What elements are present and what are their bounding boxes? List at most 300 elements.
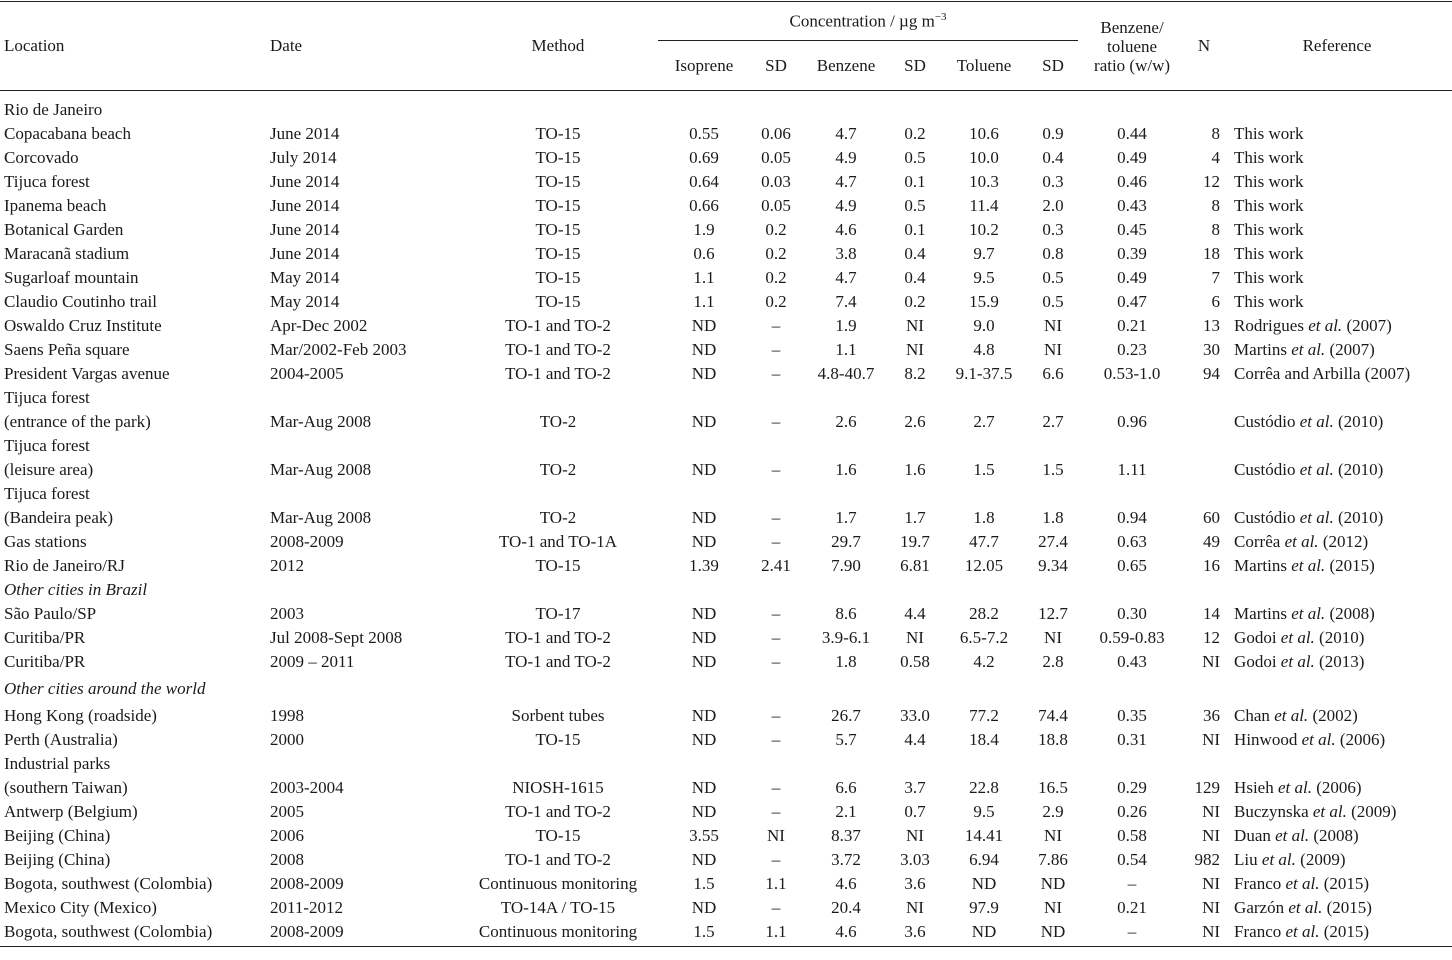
cell-benzene: 2.1 [835,802,857,821]
section-row [0,674,1452,704]
cell-ratio: 1.11 [1117,460,1147,479]
cell-location: (entrance of the park) [4,412,151,431]
table-row [0,242,1452,266]
section-title: Other cities around the world [4,679,206,698]
cell-toluene: 47.7 [969,532,999,551]
cell-reference [1222,602,1452,626]
cell-sd-toluene: 0.5 [1042,292,1064,311]
reference-authors: Hsieh [1234,778,1278,797]
cell-date: 2004-2005 [270,364,344,383]
cell-sd-isoprene: 0.06 [761,124,791,143]
cell-sd-toluene: 6.6 [1042,364,1064,383]
cell-sd-isoprene: – [771,802,781,821]
table-row [0,848,1452,872]
cell-benzene: 1.8 [835,652,857,671]
table-row [0,824,1452,848]
cell-sd-isoprene: – [771,706,781,725]
cell-sd-isoprene: 2.41 [761,556,791,575]
header-concentration [658,2,1078,41]
table-header [0,2,1452,91]
table-row [0,146,1452,170]
cell-sd-benzene: NI [906,628,924,647]
cell-date: May 2014 [270,292,340,311]
cell-isoprene: ND [691,604,717,623]
cell-toluene: 9.0 [973,316,995,335]
reference-year: (2012) [1318,532,1369,551]
reference-authors: This work [1234,148,1304,167]
cell-reference [1222,338,1452,362]
section-title: Other cities in Brazil [4,580,148,599]
cell-sd-toluene: NI [1044,826,1062,845]
cell-sd-isoprene: – [771,850,781,869]
cell-date: Jul 2008-Sept 2008 [270,628,403,647]
cell-isoprene: ND [691,706,717,725]
cell-isoprene: ND [691,364,717,383]
cell-reference [1222,410,1452,434]
cell-benzene: 3.72 [831,850,861,869]
reference-year: (2007) [1325,340,1375,359]
cell-date: May 2014 [270,268,340,287]
cell-sd-toluene: 7.86 [1038,850,1068,869]
cell-sd-isoprene: 0.2 [765,268,787,287]
cell-sd-isoprene: 0.05 [761,196,791,215]
cell-ratio: 0.43 [1117,196,1147,215]
cell-method: TO-15 [535,292,581,311]
cell-method: TO-2 [539,412,577,431]
table-row [0,506,1452,530]
cell-reference [1222,650,1452,674]
cell-isoprene: 1.9 [693,220,715,239]
cell-location: Saens Peña square [4,340,130,359]
cell-sd-isoprene: 0.03 [761,172,791,191]
cell-method: Continuous monitoring [478,922,638,941]
cell-ratio: 0.65 [1117,556,1147,575]
cell-toluene: 10.6 [969,124,999,143]
header-method: Method [458,2,658,91]
reference-year: (2010) [1333,412,1384,431]
reference-etal: et al. [1288,898,1323,917]
cell-method: TO-15 [535,220,581,239]
reference-etal: et al. [1301,730,1336,749]
table-row [0,872,1452,896]
reference-etal: et al. [1275,826,1310,845]
cell-benzene: 4.7 [835,268,857,287]
cell-date: 2008-2009 [270,874,344,893]
cell-benzene: 1.9 [835,316,857,335]
cell-n: NI [1202,898,1221,917]
reference-etal: et al. [1299,460,1334,479]
cell-isoprene: ND [691,850,717,869]
cell-isoprene: ND [691,340,717,359]
cell-sd-benzene: NI [906,340,924,359]
cell-method: TO-15 [535,148,581,167]
cell-toluene: 12.05 [964,556,1004,575]
cell-sd-benzene: 3.03 [900,850,930,869]
cell-n: NI [1202,730,1221,749]
cell-sd-toluene: 18.8 [1038,730,1068,749]
cell-toluene: 1.5 [973,460,995,479]
cell-ratio: 0.49 [1117,268,1147,287]
cell-method: TO-14A / TO-15 [500,898,616,917]
reference-year: (2008) [1309,826,1359,845]
cell-sd-benzene: 0.2 [904,292,926,311]
table-row [0,362,1452,386]
reference-year: (2006) [1311,778,1362,797]
reference-authors: Chan [1234,706,1275,725]
table-row [0,314,1452,338]
cell-sd-benzene: 19.7 [900,532,930,551]
cell-isoprene: 1.5 [693,874,715,893]
cell-n [1186,410,1222,434]
cell-ratio: 0.21 [1117,898,1147,917]
cell-location: Tijuca forest [4,484,90,503]
cell-location: Beijing (China) [4,826,111,845]
cell-n: 14 [1203,604,1221,623]
cell-reference [1222,848,1452,872]
cell-sd-isoprene: – [771,364,781,383]
header-ratio-line3: ratio (w/w) [1094,55,1171,75]
cell-sd-benzene: 3.7 [904,778,926,797]
cell-ratio: 0.30 [1117,604,1147,623]
cell-n: 60 [1203,508,1221,527]
cell-date: June 2014 [270,220,340,239]
table-row [0,122,1452,146]
reference-authors: Liu [1234,850,1262,869]
cell-benzene: 8.6 [835,604,857,623]
cell-date: June 2014 [270,196,340,215]
table-row [0,530,1452,554]
cell-reference [1222,824,1452,848]
cell-benzene: 7.4 [835,292,857,311]
reference-etal: et al. [1285,874,1320,893]
cell-toluene: 97.9 [969,898,999,917]
cell-location: (leisure area) [4,460,94,479]
cell-benzene: 3.9-6.1 [821,628,871,647]
cell-reference [1222,170,1452,194]
cell-sd-toluene: 0.3 [1042,220,1064,239]
table-row-label [0,386,1452,410]
cell-location: President Vargas avenue [4,364,170,383]
cell-isoprene: 1.39 [689,556,719,575]
reference-authors: This work [1234,220,1304,239]
cell-date: June 2014 [270,172,340,191]
cell-benzene: 1.7 [835,508,857,527]
reference-authors: Custódio [1234,460,1300,479]
cell-n: 18 [1203,244,1221,263]
cell-method: TO-1 and TO-2 [505,340,611,359]
cell-n: NI [1202,802,1221,821]
reference-year: (2015) [1319,874,1370,893]
cell-isoprene: ND [691,802,717,821]
cell-reference [1222,458,1452,482]
cell-date: June 2014 [270,124,340,143]
cell-sd-toluene: NI [1044,340,1062,359]
cell-date: 2011-2012 [270,898,344,917]
reference-authors: Hinwood [1234,730,1302,749]
table-row [0,170,1452,194]
cell-benzene: 5.7 [835,730,857,749]
cell-reference [1222,362,1452,386]
header-sd-isoprene: SD [750,41,802,91]
cell-date: Mar-Aug 2008 [270,460,372,479]
cell-n: 13 [1203,316,1221,335]
cell-benzene: 1.1 [835,340,857,359]
cell-sd-benzene: 0.1 [904,172,926,191]
reference-authors: Franco [1234,922,1286,941]
cell-sd-isoprene: – [771,604,781,623]
cell-sd-toluene: 27.4 [1038,532,1068,551]
table-row [0,704,1452,728]
cell-date: 2003-2004 [270,778,344,797]
cell-benzene: 4.6 [835,922,857,941]
cell-sd-benzene: 0.4 [904,244,926,263]
cell-date: 1998 [270,706,304,725]
cell-sd-isoprene: – [771,532,781,551]
cell-n: 4 [1211,148,1221,167]
cell-reference [1222,554,1452,578]
cell-sd-toluene: NI [1044,898,1062,917]
cell-reference [1222,626,1452,650]
cell-toluene: 1.8 [973,508,995,527]
cell-sd-toluene: 12.7 [1038,604,1068,623]
cell-date: July 2014 [270,148,337,167]
cell-reference [1222,872,1452,896]
cell-location: Maracanã stadium [4,244,130,263]
cell-toluene: 6.5-7.2 [959,628,1009,647]
cell-n: 12 [1203,628,1221,647]
cell-toluene: 11.4 [969,196,999,215]
cell-sd-isoprene: – [771,460,781,479]
section-title: Rio de Janeiro [4,100,103,119]
reference-year: (2009) [1295,850,1346,869]
cell-benzene: 2.6 [835,412,857,431]
section-row [0,578,1452,602]
cell-sd-toluene: 0.4 [1042,148,1064,167]
cell-date: 2003 [270,604,304,623]
cell-toluene: 9.5 [973,268,995,287]
cell-reference [1222,194,1452,218]
reference-year: (2010) [1314,628,1365,647]
cell-ratio: 0.58 [1117,826,1147,845]
cell-date: June 2014 [270,244,340,263]
cell-location: Tijuca forest [4,388,90,407]
cell-benzene: 29.7 [831,532,861,551]
header-sd-benzene: SD [890,41,940,91]
header-ratio-line2: toluene [1107,36,1158,56]
cell-date: 2005 [270,802,304,821]
cell-method: TO-15 [535,172,581,191]
cell-benzene: 4.7 [835,124,857,143]
cell-sd-benzene: 0.58 [900,652,930,671]
cell-benzene: 3.8 [835,244,857,263]
header-ratio-line1: Benzene/ [1100,17,1164,37]
cell-sd-toluene: 74.4 [1038,706,1068,725]
cell-toluene: 6.94 [969,850,999,869]
cell-sd-isoprene: NI [767,826,785,845]
cell-toluene: ND [971,922,997,941]
cell-toluene: 18.4 [969,730,999,749]
cell-n: 8 [1211,196,1221,215]
cell-isoprene: ND [691,778,717,797]
cell-toluene: 9.1-37.5 [955,364,1013,383]
cell-sd-toluene: ND [1040,922,1066,941]
reference-authors: Custódio [1234,412,1300,431]
header-ratio [1078,2,1186,91]
reference-year: (2010) [1333,460,1384,479]
table-row [0,776,1452,800]
reference-year: (2010) [1333,508,1384,527]
cell-location: Tijuca forest [4,172,90,191]
cell-ratio: 0.21 [1117,316,1147,335]
cell-sd-toluene: 1.5 [1042,460,1064,479]
reference-year: (2015) [1322,898,1372,917]
table-row [0,266,1452,290]
cell-sd-isoprene: 0.05 [761,148,791,167]
cell-location: São Paulo/SP [4,604,97,623]
cell-n: 6 [1211,292,1221,311]
cell-method: TO-1 and TO-1A [498,532,618,551]
cell-method: TO-15 [535,730,581,749]
cell-reference [1222,242,1452,266]
cell-sd-isoprene: – [771,340,781,359]
reference-authors: This work [1234,268,1304,287]
cell-ratio: 0.47 [1117,292,1147,311]
cell-isoprene: ND [691,532,717,551]
cell-sd-isoprene: 1.1 [765,922,787,941]
cell-sd-toluene: 0.9 [1042,124,1064,143]
cell-sd-benzene: 33.0 [900,706,930,725]
cell-sd-benzene: NI [906,316,924,335]
reference-etal: et al. [1312,802,1347,821]
cell-n: 129 [1194,778,1221,797]
cell-ratio: – [1127,922,1137,941]
cell-isoprene: 0.55 [689,124,719,143]
cell-date: 2008 [270,850,304,869]
cell-location: Copacabana beach [4,124,131,143]
cell-n: NI [1202,652,1221,671]
cell-reference [1222,146,1452,170]
cell-n: NI [1202,826,1221,845]
cell-location: Sugarloaf mountain [4,268,139,287]
cell-location: Beijing (China) [4,850,111,869]
cell-toluene: 14.41 [964,826,1004,845]
cell-reference [1222,776,1452,800]
reference-etal: et al. [1291,604,1326,623]
reference-authors: Martins [1234,340,1292,359]
cell-sd-benzene: 4.4 [904,730,926,749]
cell-location: Perth (Australia) [4,730,118,749]
cell-ratio: 0.49 [1117,148,1147,167]
cell-sd-benzene: 0.4 [904,268,926,287]
cell-ratio: 0.45 [1117,220,1147,239]
cell-reference [1222,506,1452,530]
cell-sd-benzene: NI [906,898,924,917]
cell-benzene: 4.9 [835,148,857,167]
header-toluene: Toluene [940,41,1028,91]
reference-etal: et al. [1308,316,1343,335]
cell-reference [1222,314,1452,338]
reference-year: (2002) [1308,706,1358,725]
cell-benzene: 4.7 [835,172,857,191]
cell-location: Curitiba/PR [4,652,86,671]
cell-sd-isoprene: 1.1 [765,874,787,893]
cell-sd-benzene: 4.4 [904,604,926,623]
reference-authors: Godoi [1234,628,1281,647]
reference-authors: This work [1234,172,1304,191]
cell-isoprene: ND [691,460,717,479]
table-row [0,602,1452,626]
cell-isoprene: 0.66 [689,196,719,215]
reference-year: (2013) [1314,652,1365,671]
reference-authors: Martins [1234,604,1292,623]
reference-authors: This work [1234,244,1304,263]
cell-method: TO-1 and TO-2 [505,316,611,335]
cell-n: NI [1202,922,1221,941]
cell-benzene: 8.37 [831,826,861,845]
cell-sd-benzene: 3.6 [904,874,926,893]
cell-location: Industrial parks [4,754,111,773]
cell-sd-benzene: 0.2 [904,124,926,143]
cell-n: 8 [1211,220,1221,239]
cell-isoprene: 1.5 [693,922,715,941]
cell-location: Curitiba/PR [4,628,86,647]
cell-toluene: 9.5 [973,802,995,821]
cell-reference [1222,800,1452,824]
cell-ratio: 0.31 [1117,730,1147,749]
cell-ratio: 0.96 [1117,412,1147,431]
table-row [0,194,1452,218]
cell-method: TO-15 [535,556,581,575]
cell-method: TO-1 and TO-2 [505,652,611,671]
cell-n: 16 [1203,556,1221,575]
table-row [0,410,1452,434]
cell-sd-benzene: 0.5 [904,148,926,167]
cell-toluene: 4.2 [973,652,995,671]
cell-ratio: 0.35 [1117,706,1147,725]
cell-benzene: 4.6 [835,874,857,893]
header-sd-toluene: SD [1028,41,1078,91]
cell-location: (Bandeira peak) [4,508,114,527]
reference-authors: This work [1234,292,1304,311]
cell-benzene: 20.4 [831,898,861,917]
cell-ratio: 0.59-0.83 [1099,628,1165,647]
cell-method: Sorbent tubes [511,706,605,725]
cell-isoprene: ND [691,652,717,671]
cell-sd-toluene: NI [1044,316,1062,335]
reference-year: (2015) [1319,922,1370,941]
cell-sd-benzene: 1.7 [904,508,926,527]
cell-n: 7 [1211,268,1221,287]
cell-n [1186,458,1222,482]
cell-toluene: 10.3 [969,172,999,191]
cell-method: TO-17 [535,604,581,623]
table-row [0,218,1452,242]
reference-authors: This work [1234,196,1304,215]
reference-etal: et al. [1277,778,1312,797]
reference-year: (2006) [1335,730,1386,749]
cell-benzene: 26.7 [831,706,861,725]
cell-sd-toluene: 2.8 [1042,652,1064,671]
reference-etal: et al. [1299,412,1334,431]
cell-sd-toluene: 2.9 [1042,802,1064,821]
cell-date: 2012 [270,556,304,575]
cell-sd-isoprene: 0.2 [765,244,787,263]
cell-isoprene: 1.1 [693,268,715,287]
table-row [0,554,1452,578]
table-row-label [0,434,1452,458]
cell-toluene: 4.8 [973,340,995,359]
cell-ratio: 0.26 [1117,802,1147,821]
